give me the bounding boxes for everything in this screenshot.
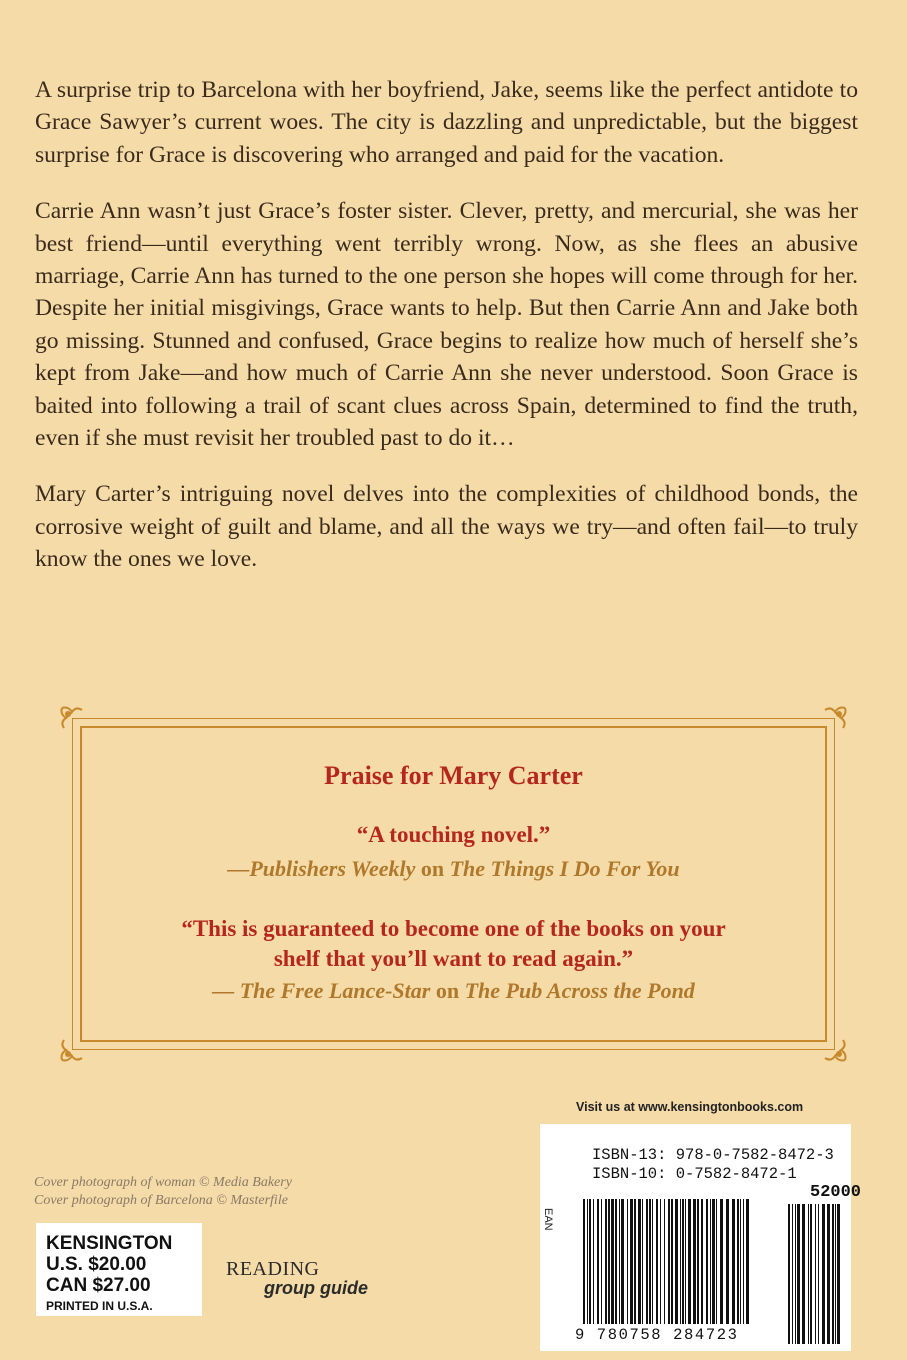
isbn-10: ISBN-10: 0-7582-8472-1 — [592, 1165, 797, 1183]
barcode-bar — [682, 1199, 684, 1324]
book-description — [35, 74, 858, 600]
barcode-bar — [660, 1199, 661, 1324]
barcode-bar — [726, 1199, 729, 1324]
reading-group-guide-logo — [226, 1258, 391, 1308]
quote-2-attribution — [58, 978, 849, 1004]
barcode-bar — [810, 1204, 812, 1344]
barcode-bar — [832, 1204, 834, 1344]
barcode-bar — [664, 1199, 665, 1324]
barcode-bar — [597, 1199, 599, 1324]
barcode-bar — [688, 1199, 691, 1324]
barcode-bar — [608, 1199, 610, 1324]
attrib-source: The Free Lance-Star — [239, 978, 431, 1003]
barcode-bar — [634, 1199, 636, 1324]
barcode-bar — [680, 1199, 681, 1324]
barcode-bar — [589, 1199, 591, 1324]
attrib-dash: — — [212, 978, 240, 1003]
corner-flourish-icon — [58, 1036, 86, 1064]
ean-barcode — [583, 1199, 753, 1324]
barcode-bar — [822, 1204, 825, 1344]
attrib-on: on — [430, 978, 465, 1003]
barcode-bar — [646, 1199, 648, 1324]
barcode-bar — [693, 1199, 696, 1324]
attrib-book: The Pub Across the Pond — [464, 978, 695, 1003]
barcode-bar — [701, 1199, 703, 1324]
quote-1-attribution — [58, 856, 849, 882]
barcode-bar — [615, 1199, 617, 1324]
barcode-bar — [792, 1204, 793, 1344]
barcode-bar — [837, 1204, 840, 1344]
praise-panel — [58, 704, 849, 1064]
barcode-bar — [627, 1199, 628, 1324]
barcode-bar — [720, 1199, 723, 1324]
barcode-digits: 9 780758 284723 — [575, 1326, 739, 1344]
price-us: U.S. $20.00 — [46, 1254, 147, 1275]
barcode-bar — [697, 1199, 699, 1324]
barcode-bar — [619, 1199, 620, 1324]
barcode-bar — [630, 1199, 633, 1324]
barcode-bar — [746, 1199, 749, 1324]
credit-line-2: Cover photograph of Barcelona © Masterfile — [34, 1193, 288, 1208]
attrib-source: Publishers Weekly — [249, 856, 416, 881]
attrib-book: The Things I Do For You — [449, 856, 680, 881]
barcode-bar — [593, 1199, 594, 1324]
barcode-panel — [540, 1124, 862, 1351]
barcode-bar — [652, 1199, 653, 1324]
barcode-bar — [815, 1204, 816, 1344]
corner-flourish-icon — [821, 704, 849, 732]
credit-line-1: Cover photograph of woman © Media Bakery — [34, 1175, 292, 1190]
barcode-bar — [638, 1199, 641, 1324]
barcode-bar — [685, 1199, 686, 1324]
barcode-bar — [587, 1199, 588, 1324]
barcode-bar — [642, 1199, 643, 1324]
printed-in: PRINTED IN U.S.A. — [46, 1299, 153, 1313]
blurb-paragraph-1: A surprise trip to Barcelona with her boyfriend, Jake, seems like the perfect antidote to Grace Sawyer’s current woes. The city is dazzling and unpredictable, but the biggest surprise for Grace is discovering who arranged and paid for the vacation. — [35, 77, 858, 168]
barcode-bar — [808, 1204, 809, 1344]
quote-1-text: “A touching novel.” — [356, 822, 551, 847]
attrib-dash: — — [227, 856, 250, 881]
barcode-bar — [732, 1199, 735, 1324]
blurb-paragraph-3: Mary Carter’s intriguing novel delves into the complexities of childhood bonds, the corrosive weight of guilt and blame, and all the ways we try—and often fail—to truly know the ones we love. — [35, 481, 858, 573]
barcode-bar — [710, 1199, 711, 1324]
corner-flourish-icon — [821, 1036, 849, 1064]
barcode-bar — [601, 1199, 602, 1324]
photo-credits — [34, 1174, 292, 1210]
barcode-bar — [605, 1199, 607, 1324]
barcode-bar — [788, 1204, 790, 1344]
barcode-bar — [671, 1199, 673, 1324]
barcode-bar — [621, 1199, 624, 1324]
barcode-bar — [737, 1199, 739, 1324]
isbn-13: ISBN-13: 978-0-7582-8472-3 — [592, 1146, 834, 1164]
barcode-bar — [656, 1199, 658, 1324]
barcode-bar — [706, 1199, 708, 1324]
quote-2-line-2: shelf that you’ll want to read again.” — [273, 946, 634, 971]
barcode-bar — [716, 1199, 717, 1324]
price-code: 52000 — [810, 1183, 862, 1202]
barcode-bar — [668, 1199, 670, 1324]
addon-barcode — [788, 1204, 840, 1344]
attrib-on: on — [415, 856, 450, 881]
quote-2-line-1: “This is guaranteed to become one of the books on your — [181, 916, 726, 941]
corner-flourish-icon — [58, 704, 86, 732]
barcode-bar — [712, 1199, 715, 1324]
praise-title: Praise for Mary Carter — [324, 761, 583, 790]
barcode-bar — [835, 1204, 836, 1344]
group-guide-label: group guide — [264, 1278, 368, 1298]
barcode-bar — [797, 1204, 800, 1344]
barcode-bar — [818, 1204, 819, 1344]
publisher-name: KENSINGTON — [46, 1233, 173, 1254]
barcode-bar — [675, 1199, 678, 1324]
publisher-website[interactable]: Visit us at www.kensingtonbooks.com — [576, 1100, 804, 1114]
barcode-bar — [611, 1199, 614, 1324]
price-box — [36, 1223, 202, 1316]
blurb-paragraph-2: Carrie Ann wasn’t just Grace’s foster sister. Clever, pretty, and mercurial, she was her best friend—until everything went terribly wrong. Now, as she flees an abusive marriage, Carrie Ann has turned to the one person she hopes will come through for her. Despite her initial misgivings, Grace wants to help. But then Carrie Ann and Jake both go missing. Stunned and confused, Grace begins to realize how much of herself she’s kept from Jake—and how much of Carrie Ann she never understood. Soon Grace is baited into following a trail of scant clues across Spain, determined to find the truth, even if she must revisit her troubled past to do it… — [35, 198, 858, 452]
barcode-bar — [827, 1204, 830, 1344]
barcode-bar — [795, 1204, 796, 1344]
ean-label: EAN — [542, 1208, 554, 1231]
price-can: CAN $27.00 — [46, 1275, 151, 1296]
reading-label: READING — [226, 1258, 320, 1280]
barcode-bar — [802, 1204, 805, 1344]
barcode-bar — [740, 1199, 741, 1324]
barcode-bar — [583, 1199, 585, 1324]
barcode-bar — [743, 1199, 744, 1324]
barcode-bar — [649, 1199, 651, 1324]
